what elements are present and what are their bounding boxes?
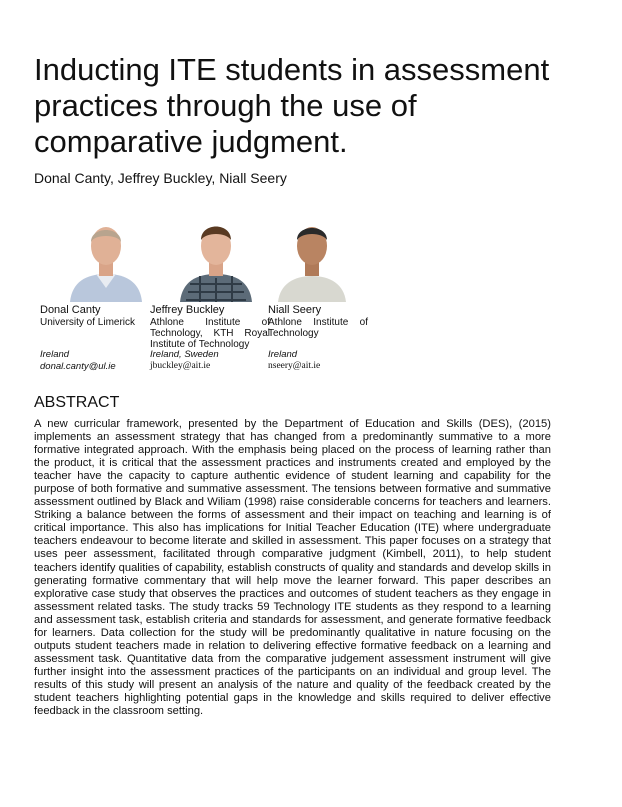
abstract-body: A new curricular framework, presented by the Department of Education and Skills (DES), (2015) implements an assessment strategy that has changed from a predominantly summative to a more formative integrated approach. With the emphasis being placed on the process of learning rather than the product, it is critical that the assessment practices and instruments created and employed by the teacher have the capacity to capture authentic evidence of student learning and capability for the purpose of both formative and summative assessment. The tensions between formative and summative assessment outlined by Black and Wiliam (1998) raise considerable concerns for teachers and learners. Striking a balance between the forms of assessment and their impact on teaching and learning is of critical importance. This also has implications for Initial Teacher Education (ITE) where undergraduate teachers endeavour to become literate and skilled in assessment. This paper focuses on a strategy that uses peer assessment, facilitated through comparative judgment (Kimbell, 2011), to help student teachers identify qualities of capability, establish constructs of quality and standards and develop skills in generating formative commentary that will help move the learner forward. This paper describes an explorative case study that observes the practices and outcomes of student teachers as they engage in assessment related tasks. The study tracks 59 Technology ITE students as they respond to a learning and assessment task, establish criteria and standards for assessment, and generate formative feedback for learners. Data collection for the study will be predominantly qualitative in nature focusing on the outputs student teachers made in relation to delivering effective formative feedback on a learning and assessment task. Quantitative data from the comparative judgement assessment instrument will give further insight into the assessment practices of the participants on an individual and group level. The results of this study will present an analysis of the nature and quality of the feedback created by the student teachers highlighting potential gaps in the knowledge and skills required to deliver effective feedback in the classroom setting. bbox=[34, 418, 551, 718]
author-card bbox=[268, 214, 388, 371]
author-country: Ireland bbox=[40, 349, 70, 360]
author-email[interactable]: donal.canty@ul.ie bbox=[40, 361, 116, 372]
author-card bbox=[40, 214, 160, 372]
author-card bbox=[150, 214, 270, 371]
paper-title: Inducting ITE students in assessment practices through the use of comparative judgment. bbox=[34, 52, 550, 159]
author-country: Ireland bbox=[268, 349, 298, 360]
abstract-heading: ABSTRACT bbox=[34, 394, 120, 411]
author-name: Donal Canty bbox=[40, 304, 101, 316]
author-email[interactable]: jbuckley@ait.ie bbox=[150, 361, 211, 371]
author-name: Jeffrey Buckley bbox=[150, 304, 225, 316]
author-name: Niall Seery bbox=[268, 304, 322, 316]
author-photo bbox=[272, 214, 352, 302]
author-email[interactable]: nseery@ait.ie bbox=[268, 361, 321, 371]
author-country: Ireland, Sweden bbox=[150, 349, 219, 360]
author-photo bbox=[176, 214, 256, 302]
author-photo bbox=[66, 214, 146, 302]
author-affiliation: University of Limerick bbox=[40, 317, 136, 328]
author-list: Donal Canty, Jeffrey Buckley, Niall Seery bbox=[34, 170, 287, 186]
author-affiliation: Athlone Institute of Technology bbox=[268, 317, 368, 339]
author-affiliation: Athlone Institute of Technology, KTH Royal Institute of Technology bbox=[150, 317, 270, 350]
